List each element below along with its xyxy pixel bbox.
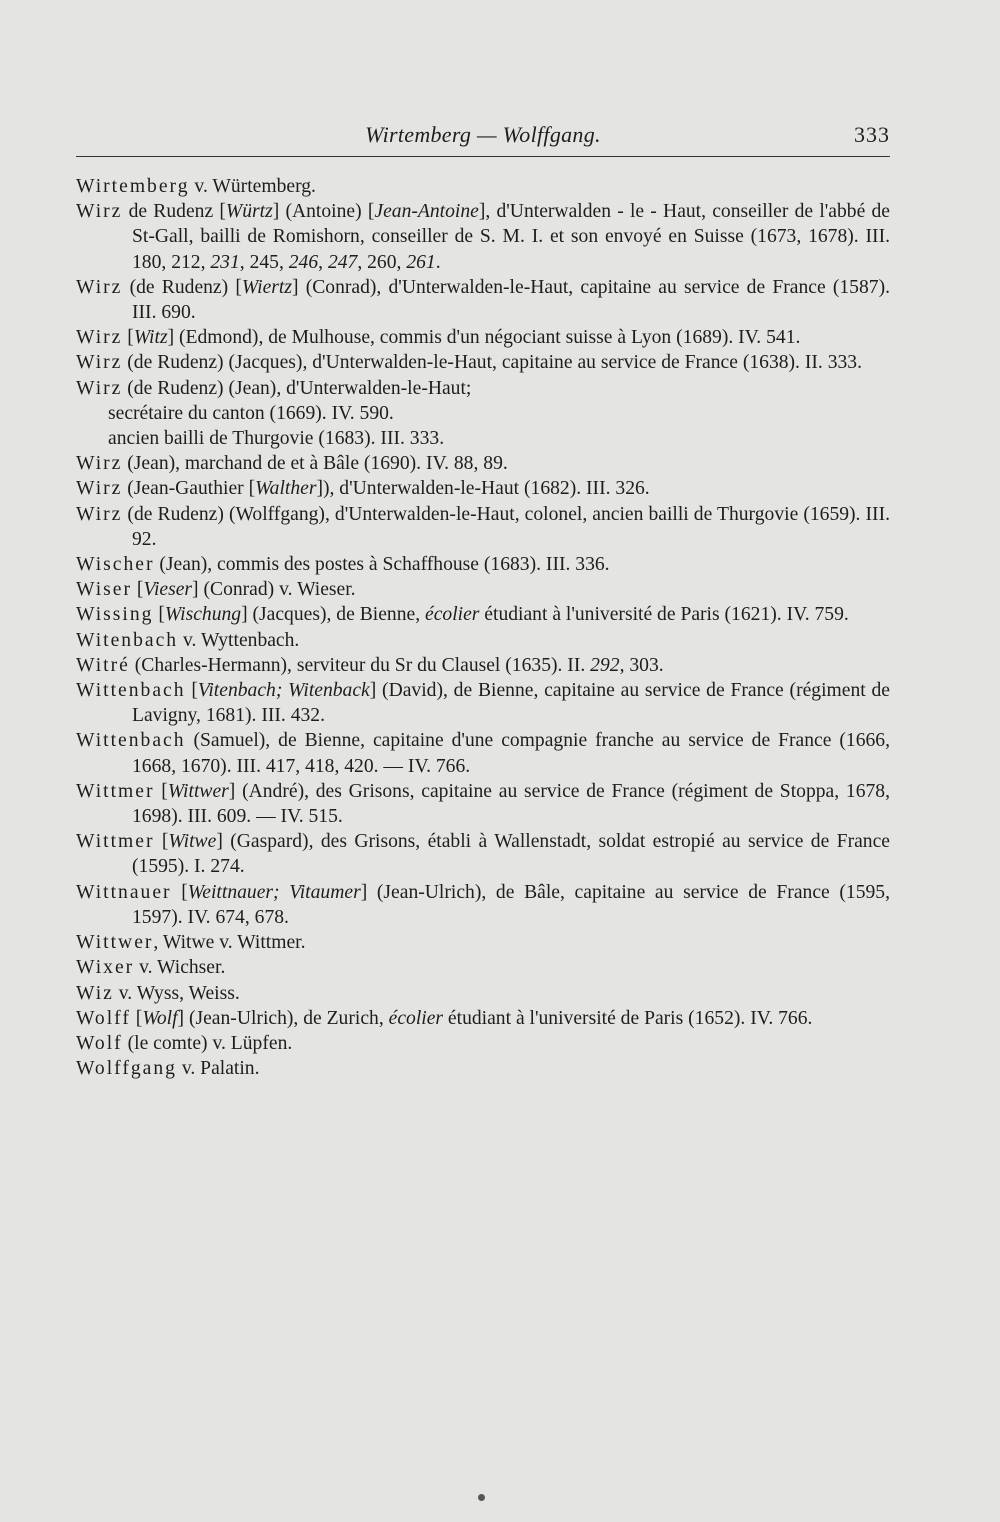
speck-mark [478,1494,485,1501]
entry-headword: Wissing [76,604,154,626]
index-entry [76,779,890,829]
index-entry [76,502,890,552]
entry-text: v. Wichser. [134,957,226,979]
entry-text: étudiant à l'université de Paris (1652). IV. 766. [443,1007,813,1029]
entry-headword: Wirz [76,352,123,374]
index-entry [76,829,890,879]
entry-text: . [435,251,441,273]
entry-headword: Wirz [76,503,123,525]
entry-text: ] (Jacques), de Bienne, [241,604,425,626]
entry-headword: Wittmer [76,780,155,802]
index-entry [76,930,890,955]
entry-headword: Wittwer [76,932,154,954]
entry-text: ] (David), de Bienne, capitaine au service de France (régiment de Lavigny, 1681). III. 432. [132,680,890,727]
entry-headword: Wittmer [76,831,155,853]
index-entry [76,476,890,501]
entry-headword: Wiz [76,982,114,1004]
entry-text: (de Rudenz) (Jacques), d'Unterwalden-le-Haut, capitaine au service de France (1638). II. 333. [122,352,862,374]
entry-text: ] (Conrad) v. Wieser. [192,579,356,601]
entry-headword: Wittenbach [76,680,186,702]
entry-italic-text: Weittnauer; Vitaumer [187,881,361,903]
page-number: 333 [854,122,890,147]
entry-italic-text: Wittwer [167,780,229,802]
entry-italic-text: Witz [133,327,168,349]
entry-text: étudiant à l'université de Paris (1621). IV. 759. [479,604,849,626]
entry-text: (de Rudenz) [ [122,276,242,298]
running-header [76,122,890,152]
index-entry [76,451,890,476]
entry-italic-text: Vitenbach; Witenback [197,680,370,702]
entry-italic-text: 292 [590,654,620,676]
entry-text: (de Rudenz) (Wolffgang), d'Unterwalden-le-Haut, colonel, ancien bailli de Thurgovie (1659). III. 92. [122,503,890,550]
entry-headword: Wolf [76,1032,123,1054]
index-entry [76,628,890,653]
entry-headword: Wirz [76,276,123,298]
entry-text: (Jean), marchand de et à Bâle (1690). IV. 88, 89. [122,453,508,475]
index-entry [76,728,890,778]
index-entry [76,678,890,728]
entry-headword: Wittenbach [76,730,186,752]
entry-text: [ [185,680,198,702]
entry-headword: Wirz [76,377,123,399]
entry-text: (Jean-Gauthier [ [122,478,256,500]
running-title: Wirtemberg — Wolffgang. [365,122,601,147]
index-entry [76,1031,890,1056]
entry-text: , [318,251,328,273]
entry-text: ] (Jean-Ulrich), de Bâle, capitaine au service de France (1595, 1597). IV. 674, 678. [132,881,890,928]
index-entry [76,602,890,627]
entry-text: ] (Jean-Ulrich), de Zurich, [177,1007,389,1029]
entry-text: , 260, [357,251,407,273]
entry-text: [ [132,579,144,601]
entry-text: ] (Edmond), de Mulhouse, commis d'un négociant suisse à Lyon (1689). IV. 541. [167,327,801,349]
entry-text: , 245, [239,251,289,273]
entry-text: [ [130,1007,143,1029]
entry-text: (Charles-Hermann), serviteur du Sr du Clausel (1635). II. [129,654,591,676]
index-entry [76,1056,890,1081]
entry-subline: ancien bailli de Thurgovie (1683). III. 333. [108,428,445,450]
entry-headword: Wirz [76,453,123,475]
entry-text: (le comte) v. Lüpfen. [122,1032,293,1054]
entry-text: , 303. [619,654,664,676]
entry-headword: Witré [76,654,130,676]
entry-text: de Rudenz [ [122,201,226,223]
entry-subline: secrétaire du canton (1669). IV. 590. [108,402,394,424]
entry-text: (Jean), commis des postes à Schaffhouse (1683). III. 336. [154,554,610,576]
index-entry [76,955,890,980]
index-entry [76,552,890,577]
entry-italic-text: écolier [425,604,480,626]
entry-italic-text: Vieser [143,579,193,601]
entry-headword: Wittnauer [76,881,172,903]
entry-text: ] (Conrad), d'Unterwalden-le-Haut, capitaine au service de France (1587). III. 690. [132,276,890,324]
index-entry [76,577,890,602]
entry-italic-text: Würtz [225,201,273,223]
entry-italic-text: écolier [388,1007,444,1029]
entry-headword: Wirz [76,327,123,349]
entry-text: ] (Antoine) [ [272,201,375,223]
entry-text: ] (Gaspard), des Grisons, établi à Wallenstadt, soldat estropié au service de France (1595). I. 274. [132,831,890,878]
entry-text: ] (André), des Grisons, capitaine au service de France (régiment de Stoppa, 1678, 1698). III. 609. — IV. 515. [132,780,890,828]
entry-headword: Wiser [76,579,132,601]
index-entry [76,653,890,678]
index-entry [76,1006,890,1031]
entry-italic-text: Wolf [142,1007,178,1029]
entry-headword: Wirtemberg [76,176,190,197]
entry-italic-text: Witwe [168,831,217,853]
index-entry [76,325,890,350]
entry-headword: Wirz [76,201,123,223]
entry-italic-text: 246 [288,251,319,273]
index-entry [76,981,890,1006]
entry-italic-text: 261 [406,251,436,273]
entry-italic-text: Jean-Antoine [374,201,479,223]
entry-text: , Witwe v. Wittmer. [153,932,306,954]
entry-headword: Witenbach [76,629,179,651]
entry-text: (de Rudenz) (Jean), d'Unterwalden-le-Haut; [122,377,472,399]
index-entry [76,174,890,199]
entry-text: ], d'Unterwalden - le - Haut, conseiller de l'abbé de St-Gall, bailli de Romishorn, conseiller de S. M. I. et son envoyé en Suisse (1673, 1678). III. 180, 212, [132,201,890,273]
index-entries [76,174,890,1081]
entry-text: v. Wyss, Weiss. [113,982,240,1004]
index-entry [76,880,890,930]
entry-italic-text: Walther [255,478,317,500]
index-entry [76,350,890,375]
entry-headword: Wolffgang [76,1058,177,1080]
entry-text: ]), d'Unterwalden-le-Haut (1682). III. 326. [316,478,650,500]
entry-text: [ [122,327,134,349]
entry-headword: Wischer [76,554,155,576]
entry-text: [ [171,881,188,903]
entry-italic-text: 247 [327,251,358,273]
entry-text: [ [154,831,169,853]
index-entry [76,199,890,275]
index-entry [76,376,890,401]
entry-text: v. Würtemberg. [189,176,316,197]
entry-italic-text: Wiertz [241,276,292,298]
entry-text: v. Wyttenbach. [178,629,300,651]
entry-headword: Wixer [76,957,135,979]
entry-headword: Wirz [76,478,123,500]
header-rule [76,156,890,157]
entry-text: [ [153,604,165,626]
entry-italic-text: 231 [210,251,240,273]
entry-text: v. Palatin. [176,1058,260,1080]
entry-headword: Wolff [76,1007,131,1029]
index-entry [76,275,890,325]
entry-text: (Samuel), de Bienne, capitaine d'une compagnie franche au service de France (1666, 1668, 1670). III. 417, 418, 420. — IV. 766. [132,730,890,777]
entry-italic-text: Wischung [164,604,242,626]
entry-text: [ [154,780,168,802]
